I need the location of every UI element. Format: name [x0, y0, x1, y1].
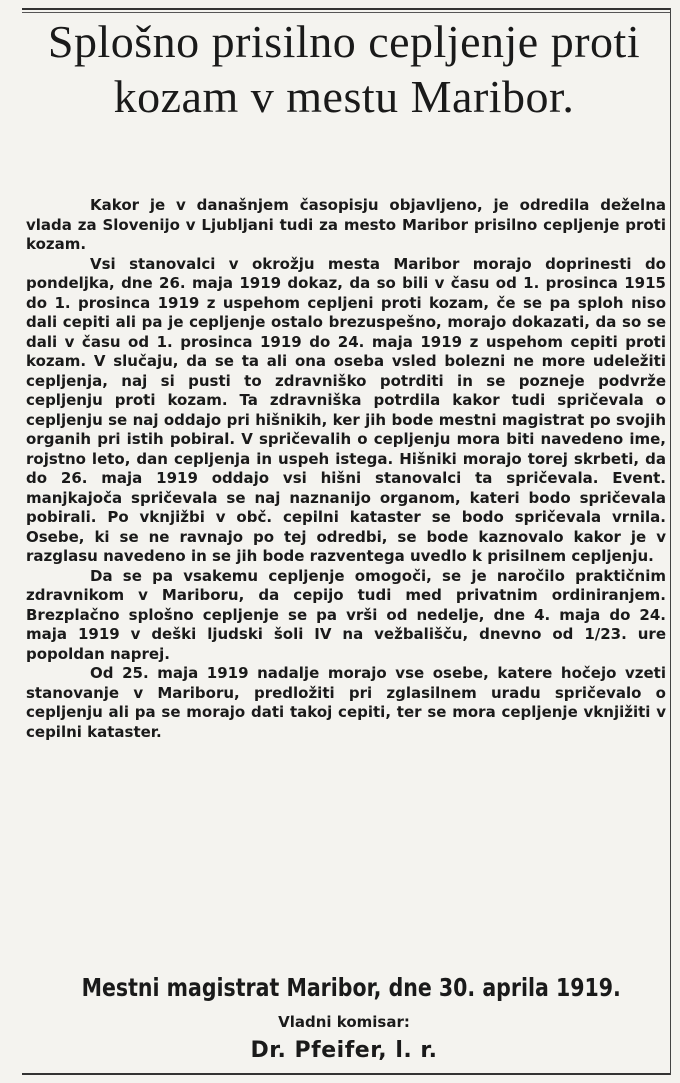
notice-body [26, 196, 666, 742]
top-rule [22, 8, 670, 10]
signatory-name: Dr. Pfeifer, l. r. [250, 1038, 438, 1063]
issuing-authority: Mestni magistrat Maribor, dne 30. aprila 1919. [81, 973, 621, 1002]
bottom-rule [22, 1073, 670, 1075]
paragraph-2: Vsi stanovalci v okrožju mesta Maribor morajo doprinesti do pondeljka, dne 26. maja 1919 dokaz, da so bili v času od 1. prosinca 1915 do 1. prosinca 1919 z uspehom cepljeni proti kozam, če se pa sploh niso dali cepiti ali pa je cepljenje ostalo brezuspešno, morajo dokazati, da so se dali v času od 1. prosinca 1919 do 24. maja 1919 z uspehom cepiti proti kozam. V slučaju, da se ta ali ona oseba vsled bolezni ne more udeležiti cepljenja, naj si pusti to zdravniško potrditi in se pozneje podvrže cepljenju proti kozam. Ta zdravniška potrdila kakor tudi spričevala o cepljenju se naj oddajo pri hišnikih, ker jih bode mestni magistrat po svojih organih pri istih pobiral. V spričevalih o cepljenju mora biti navedeno ime, rojstno leto, dan cepljenja in uspeh istega. Hišniki morajo torej skrbeti, da do 26. maja 1919 oddajo vsi hišni stanovalci ta spričevala. Event. manjkajoča spričevala se naj naznanijo organom, kateri bodo spričevala pobirali. Po vknjižbi v obč. cepilni kataster se bodo spričevala vrnila. Osebe, ki se ne ravnajo po tej odredbi, se bode kaznovalo kakor je v razglasu navedeno in se jih bode razventega uvedlo k prisilnem cepljenju. [26, 254, 666, 565]
top-rule-thin [22, 12, 670, 13]
signature-block [24, 970, 664, 1068]
signatory-title: Vladni komisar: [278, 1013, 410, 1031]
column-rule [670, 8, 671, 1075]
headline: Splošno prisilno cepljenje proti kozam v mestu Maribor. [47, 16, 641, 122]
paragraph-4: Od 25. maja 1919 nadalje morajo vse osebe, katere hočejo vzeti stanovanje v Mariboru, predložiti pri zglasilnem uradu spričevalo o cepljenju ali pa se morajo dati takoj cepiti, ter se mora cepljenje vknjižiti v cepilni kataster. [26, 664, 666, 741]
paragraph-3: Da se pa vsakemu cepljenje omogoči, se je naročilo praktičnim zdravnikom v Mariboru, da cepijo tudi med privatnim ordiniranjem. Brezplačno splošno cepljenje se pa vrši od nedelje, dne 4. maja do 24. maja 1919 v deški ljudski šoli IV na vežbališču, dnevno od 1/23. ure popoldan naprej. [26, 566, 666, 663]
paragraph-1: Kakor je v današnjem časopisju objavljeno, je odredila deželna vlada za Slovenijo v Ljubljani tudi za mesto Maribor prisilno cepljenje proti kozam. [26, 196, 666, 253]
